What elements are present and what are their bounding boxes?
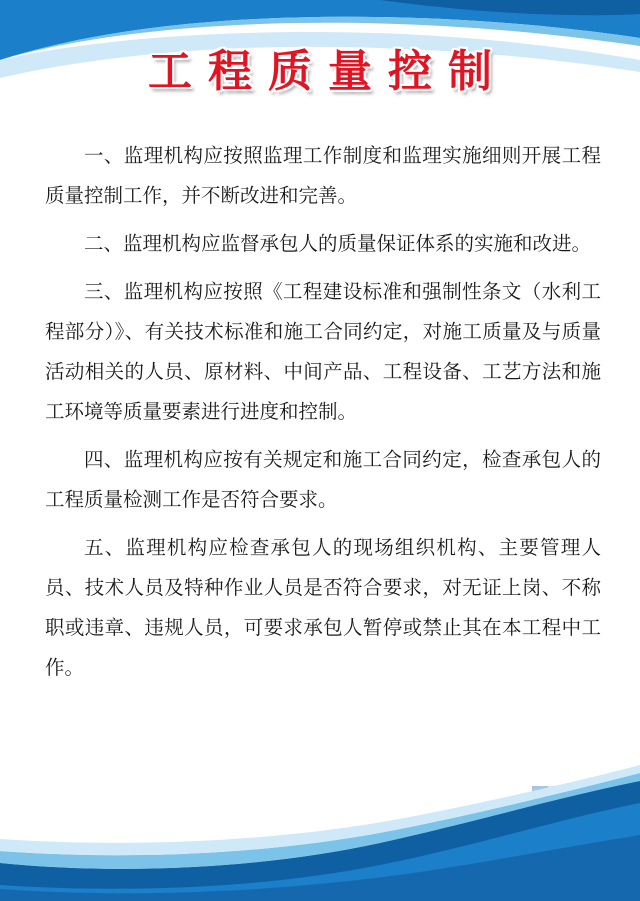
regulation-text — [45, 136, 601, 696]
paragraph-3: 三、监理机构应按照《工程建设标准和强制性条文（水利工程部分）》、有关技术标准和施工合同约定，对施工质量及与质量活动相关的人员、原材料、中间产品、工程设备、工艺方法和施工环境等质量要素进行进度和控制。 — [45, 280, 601, 423]
paragraph-2: 二、监理机构应监督承包人的质量保证体系的实施和改进。 — [84, 232, 592, 255]
paragraph-5: 五、监理机构应检查承包人的现场组织机构、主要管理人员、技术人员及特种作业人员是否符合要求，对无证上岗、不称职或违章、违规人员，可要求承包人暂停或禁止其在本工程中工作。 — [45, 536, 601, 679]
paragraph-1: 一、监理机构应按照监理工作制度和监理实施细则开展工程质量控制工作，并不断改进和完善。 — [45, 144, 601, 207]
paragraph-4: 四、监理机构应按有关规定和施工合同约定，检查承包人的工程质量检测工作是否符合要求。 — [45, 448, 601, 511]
poster-title: 工程质量控制 — [148, 46, 508, 97]
bottom-wave-decoration — [0, 751, 640, 901]
